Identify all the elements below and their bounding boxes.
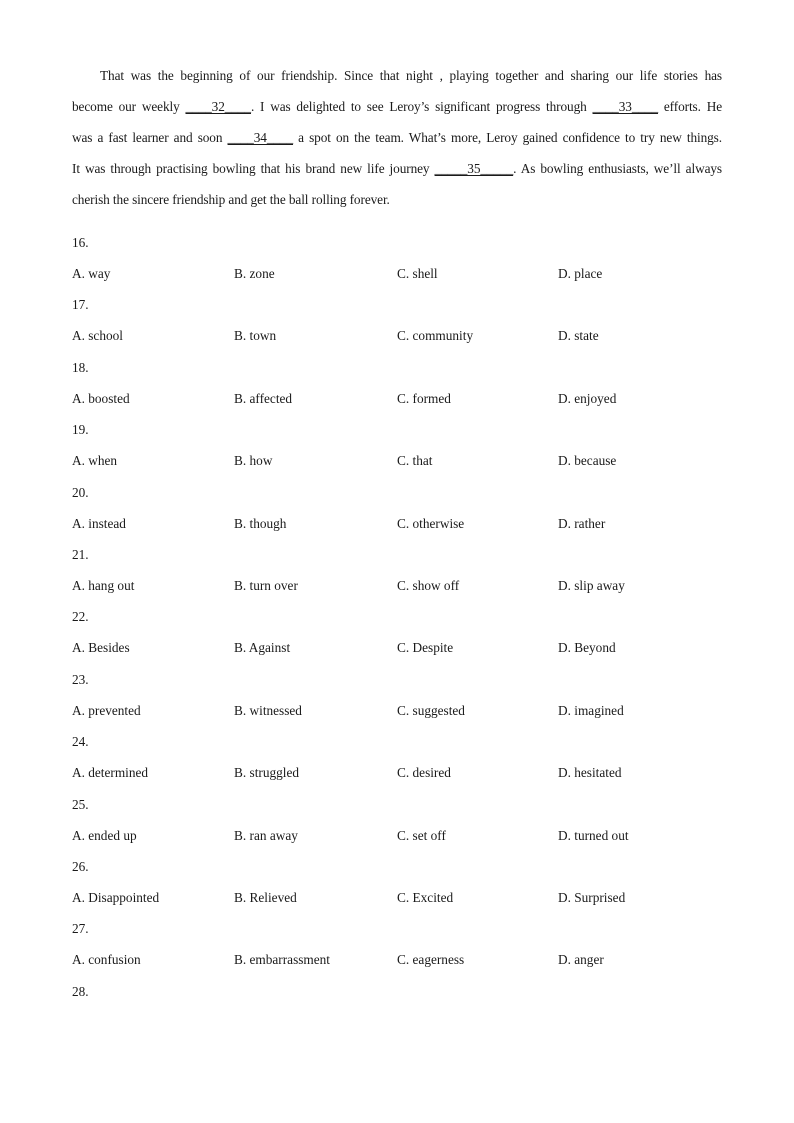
option-d: D. state	[558, 328, 599, 344]
option-row	[72, 757, 722, 788]
option-a: A. determined	[72, 765, 149, 781]
option-b: B. affected	[234, 390, 293, 406]
option-a: A. Disappointed	[72, 889, 160, 905]
blank-32: ____32____	[185, 99, 251, 114]
option-row	[72, 820, 722, 851]
option-row	[72, 882, 722, 913]
passage-text: . I was delighted to see Leroy’s significant progress through	[250, 99, 593, 114]
question-number: 27.	[72, 921, 89, 937]
option-b: B. zone	[234, 266, 275, 281]
option-a: A. when	[72, 453, 118, 469]
option-d: D. place	[558, 266, 603, 281]
option-a: A. confusion	[72, 952, 141, 968]
option-b: B. turn over	[234, 577, 298, 593]
option-d: D. slip away	[558, 577, 625, 593]
option-b: B. Relieved	[234, 889, 297, 905]
option-b: B. embarrassment	[234, 952, 331, 968]
question-number: 18.	[72, 359, 89, 375]
question-number: 28.	[72, 983, 89, 999]
option-c: C. formed	[397, 390, 451, 406]
option-a: A. boosted	[72, 390, 130, 406]
option-d: D. turned out	[558, 827, 629, 843]
option-c: C. set off	[397, 827, 446, 843]
option-d: D. imagined	[558, 702, 624, 718]
option-a: A. Besides	[72, 640, 130, 656]
option-a: A. way	[72, 266, 111, 281]
option-c: C. Despite	[397, 640, 454, 656]
passage-text: That was the beginning of our friendship. Since that night , playing together and sharing our life stories has	[100, 68, 722, 83]
option-row	[72, 320, 722, 351]
option-b: B. struggled	[234, 765, 300, 781]
option-c: C. suggested	[397, 702, 465, 718]
option-a: A. hang out	[72, 577, 135, 593]
option-row	[72, 632, 722, 663]
option-row	[72, 944, 722, 975]
option-b: B. ran away	[234, 827, 298, 843]
option-b: B. town	[234, 328, 277, 344]
question-number: 20.	[72, 484, 89, 500]
passage-text: It was through practising bowling that his brand new life journey	[72, 161, 435, 176]
blank-34: ____34____	[227, 130, 294, 145]
option-d: D. Beyond	[558, 640, 616, 656]
question-number: 22.	[72, 609, 89, 625]
question-number: 16.	[72, 235, 89, 250]
option-row	[72, 258, 722, 289]
option-a: A. school	[72, 328, 123, 344]
option-c: C. show off	[397, 577, 460, 593]
option-a: A. prevented	[72, 702, 141, 718]
passage-line-3	[72, 122, 722, 153]
passage-paragraph	[72, 60, 722, 215]
question-number: 25.	[72, 796, 89, 812]
option-row	[72, 508, 722, 539]
option-a: A. ended up	[72, 827, 137, 843]
option-c: C. community	[397, 328, 474, 344]
option-row	[72, 695, 722, 726]
passage-text: become our weekly	[72, 99, 186, 114]
passage-text: was a fast learner and soon	[72, 130, 228, 145]
option-d: D. rather	[558, 515, 606, 531]
option-a: A. instead	[72, 515, 126, 531]
passage-line-4	[72, 153, 722, 184]
option-c: C. Excited	[397, 889, 454, 905]
option-b: B. though	[234, 515, 287, 531]
passage-line-1	[72, 60, 722, 91]
option-c: C. eagerness	[397, 952, 465, 968]
option-c: C. desired	[397, 765, 451, 781]
blank-33: ____33____	[592, 99, 659, 114]
blank-35: _____35_____	[434, 161, 514, 176]
question-number: 17.	[72, 297, 89, 313]
option-c: C. that	[397, 453, 433, 469]
question-list	[72, 227, 722, 1007]
option-d: D. enjoyed	[558, 390, 617, 406]
option-d: D. Surprised	[558, 889, 626, 905]
option-b: B. witnessed	[234, 702, 302, 718]
option-d: D. anger	[558, 952, 604, 968]
option-b: B. how	[234, 453, 273, 469]
option-d: D. hesitated	[558, 765, 622, 781]
passage-text: a spot on the team. What’s more, Leroy gained confidence to try new things.	[293, 130, 722, 145]
question-number: 19.	[72, 422, 89, 438]
option-b: B. Against	[234, 640, 291, 656]
option-row	[72, 383, 722, 414]
question-number: 26.	[72, 858, 89, 874]
option-c: C. otherwise	[397, 515, 465, 531]
option-d: D. because	[558, 453, 617, 469]
question-number: 23.	[72, 671, 89, 687]
question-number: 21.	[72, 546, 89, 562]
passage-line-5: cherish the sincere friendship and get the ball rolling forever.	[72, 192, 390, 207]
question-number: 24.	[72, 734, 89, 750]
option-row	[72, 445, 722, 476]
option-c: C. shell	[397, 266, 438, 281]
passage-text: efforts. He	[658, 99, 722, 114]
option-row	[72, 570, 722, 601]
passage-text: . As bowling enthusiasts, we’ll always	[513, 161, 723, 176]
passage-line-2	[72, 91, 722, 122]
